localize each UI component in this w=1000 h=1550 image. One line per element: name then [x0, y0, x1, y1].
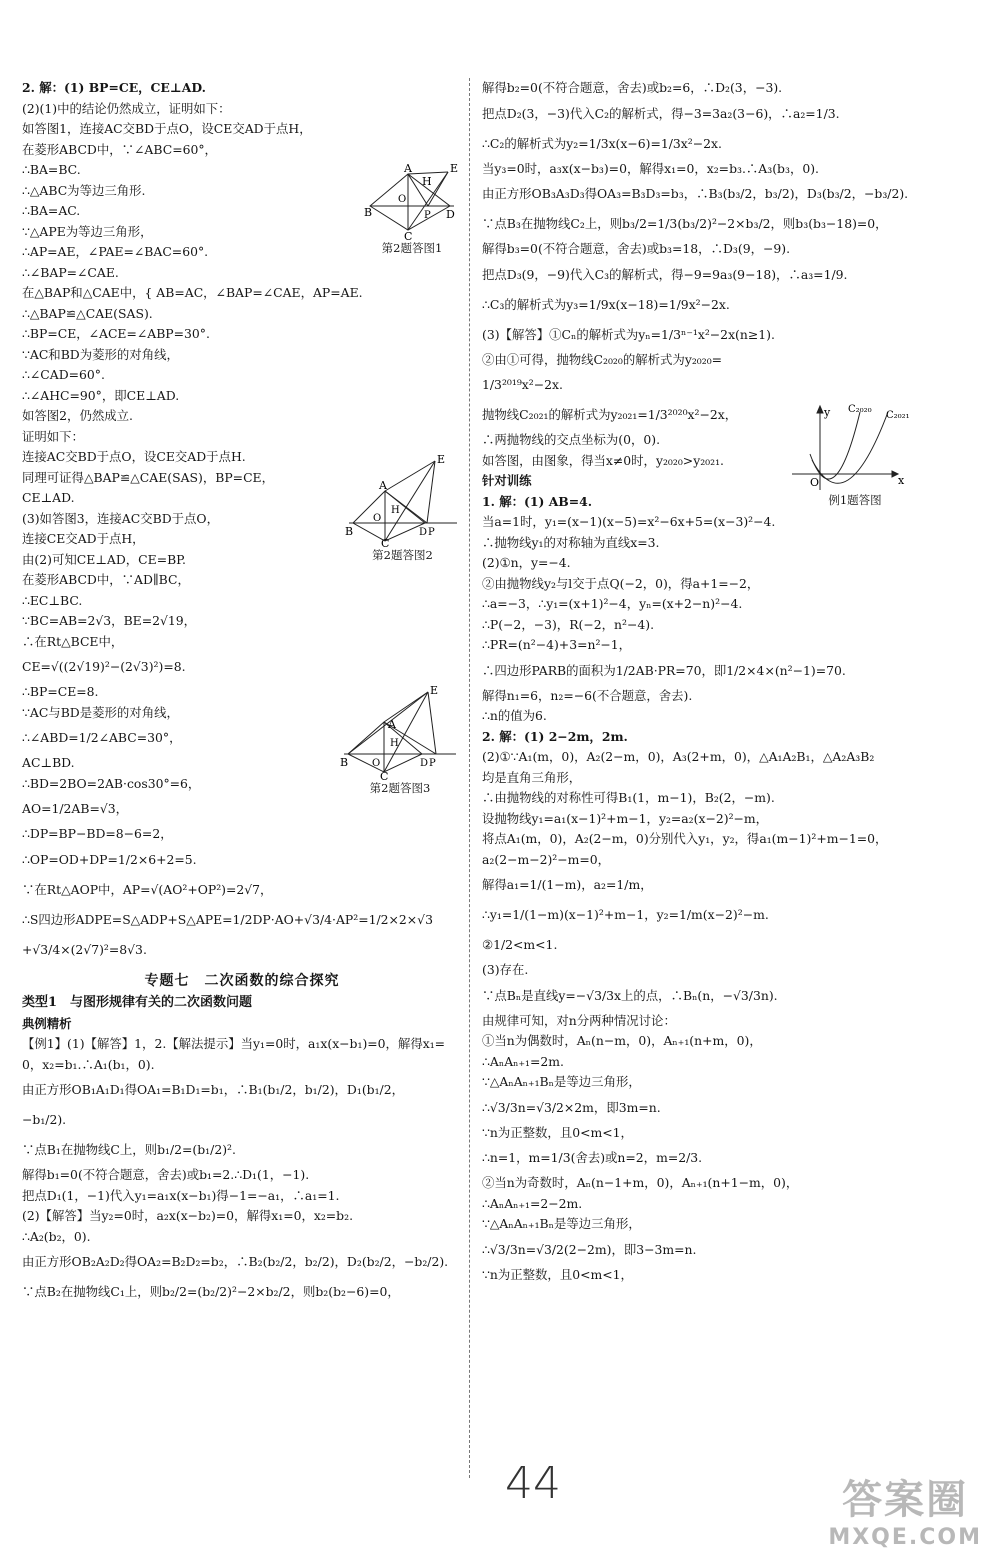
watermark-url: MXQE.COM: [828, 1525, 982, 1550]
left-line: ∴BA=BC.: [22, 162, 81, 177]
left-line: ∴△ABC为等边三角形.: [22, 182, 146, 198]
figure-example-1-caption: 例1题答图: [828, 493, 882, 507]
right-line: ∴√3/3n=√3/2×2m，即3m=n.: [482, 1099, 661, 1115]
left-line: ∴BP=CE=8.: [22, 684, 99, 699]
left-line: 由正方形OB₂A₂D₂得OA₂=B₂D₂=b₂，∴B₂(b₂/2，b₂/2)，D₂(b₂/2，−b₂/2).: [22, 1254, 449, 1269]
left-line: 在△BAP和△CAE中，{ AB=AC，∠BAP=∠CAE，AP=AE.: [22, 285, 363, 300]
left-line: ∴AP=AE，∠PAE=∠BAC=60°.: [22, 244, 209, 259]
right-line: ∴两抛物线的交点坐标为(0，0).: [482, 432, 661, 447]
fig2-label-o: O: [373, 513, 382, 524]
left-line: ∵△APE为等边三角形，: [22, 223, 153, 239]
right-line: 把点D₂(3，−3)代入C₂的解析式，得−3=3a₂(3−6)，∴a₂=1/3.: [482, 105, 840, 121]
right-line: ∴P(−2，−3)，R(−2，n²−4).: [482, 616, 655, 632]
fig1-label-p: P: [424, 210, 431, 221]
figure-example-1-drawing: [790, 400, 920, 492]
right-line: ∵点Bₙ是直线y=−√3/3x上的点，∴Bₙ(n，−√3/3n).: [482, 987, 778, 1003]
figure-2-2-caption: 第2题答图2: [372, 548, 433, 562]
fig1-label-o: O: [398, 194, 407, 205]
fig3-label-d: D: [420, 758, 429, 769]
right-line: ∴y₁=1/(1−m)(x−1)²+m−1，y₂=1/m(x−2)²−m.: [482, 907, 769, 922]
left-line: 把点D₁(1，−1)代入y₁=a₁x(x−b₁)得−1=−a₁，∴a₁=1.: [22, 1187, 340, 1203]
right-line: 均是直角三角形，: [482, 769, 582, 785]
left-line: ∴△BAP≌△CAE(SAS).: [22, 305, 153, 321]
right-line: 解得b₂=0(不符合题意，舍去)或b₂=6，∴D₂(3，−3).: [482, 80, 783, 95]
right-line: ∵△AₙAₙ₊₁Bₙ是等边三角形，: [482, 1216, 641, 1231]
fig4-label-o: O: [810, 476, 820, 489]
figure-2-1-drawing: [362, 160, 462, 240]
left-line: 2. 解：(1) BP=CE，CE⊥AD.: [22, 80, 206, 95]
right-line: ②由①可得，抛物线C₂₀₂₀的解析式为y₂₀₂₀=: [482, 351, 723, 367]
fig2-label-p: P: [428, 527, 435, 538]
left-line: 连接AC交BD于点O，设CE交AD于点H.: [22, 449, 246, 464]
figure-2-3-drawing: [340, 684, 460, 780]
right-line: ②由抛物线y₂与l交于点Q(−2，0)，得a+1=−2，: [482, 575, 760, 591]
left-line: ∵在Rt△AOP中，AP=√(AO²+OP²)=2√7，: [22, 881, 273, 897]
column-divider: [469, 78, 470, 1478]
right-line: a₂(2−m−2)²−m=0，: [482, 851, 611, 867]
fig4-label-c2021: C₂₀₂₁: [886, 410, 910, 421]
left-line: ∴S四边形ADPE=S△ADP+S△APE=1/2DP·AO+√3/4·AP²=1/2×2×√3: [22, 911, 433, 927]
right-line: 由规律可知，对n分两种情况讨论：: [482, 1012, 676, 1028]
left-line: AC⊥BD.: [22, 755, 75, 770]
right-line: ∵n为正整数，且0<m<1，: [482, 1124, 633, 1140]
left-line: 同理可证得△BAP≌△CAE(SAS)，BP=CE，: [22, 469, 274, 485]
fig2-label-c: C: [381, 537, 390, 547]
left-line: ∴BP=CE，∠ACE=∠ABP=30°.: [22, 326, 210, 341]
right-line: ②1/2<m<1.: [482, 937, 558, 952]
left-line: 在菱形ABCD中，∵∠ABC=60°，: [22, 141, 217, 157]
fig3-label-c: C: [380, 770, 389, 780]
left-line: ∵AC和BD为菱形的对角线，: [22, 346, 179, 362]
fig3-label-a: A: [388, 718, 396, 731]
right-line: (2)①n，y=−4.: [482, 555, 571, 570]
left-line: 连接CE交AD于点H，: [22, 531, 145, 546]
right-line: 1. 解：(1) AB=4.: [482, 493, 593, 509]
watermark-logo-text: 答案圈: [842, 1477, 969, 1523]
left-line: 由(2)可知CE⊥AD，CE=BP.: [22, 551, 186, 567]
fig2-label-d: D: [419, 527, 428, 538]
right-line: ∴由抛物线的对称性可得B₁(1，m−1)，B₂(2，−m).: [482, 790, 775, 805]
left-line: CE⊥AD.: [22, 490, 75, 505]
figure-2-3: [340, 684, 460, 796]
right-line: 当a=1时，y₁=(x−1)(x−5)=x²−6x+5=(x−3)²−4.: [482, 514, 776, 529]
right-line: ∴n的值为6.: [482, 708, 547, 723]
right-line: ∵△AₙAₙ₊₁Bₙ是等边三角形，: [482, 1074, 641, 1089]
right-line: ∴AₙAₙ₊₁=2−2m.: [482, 1195, 583, 1211]
left-line: (3)如答图3，连接AC交BD于点O，: [22, 510, 219, 526]
fig1-label-b: B: [364, 206, 373, 219]
right-line: 解得a₁=1/(1−m)，a₂=1/m，: [482, 877, 653, 892]
topic-title: 专题七 二次函数的综合探究: [144, 972, 340, 989]
fig3-label-b: B: [340, 756, 349, 769]
right-line: 设抛物线y₁=a₁(x−1)²+m−1，y₂=a₂(x−2)²−m，: [482, 810, 769, 826]
right-line: ②当n为奇数时，Aₙ(n−1+m，0)，Aₙ₊₁(n+1−m，0)，: [482, 1175, 799, 1190]
right-line: (3)【解答】①Cₙ的解析式为yₙ=1/3ⁿ⁻¹x²−2x(n≥1).: [482, 326, 775, 342]
fig2-label-b: B: [345, 525, 354, 538]
page-number: 44: [505, 1458, 561, 1509]
left-line: ∵点B₁在抛物线C上，则b₁/2=(b₁/2)².: [22, 1142, 236, 1157]
right-column: [482, 78, 982, 1285]
left-line: −b₁/2).: [22, 1112, 67, 1127]
left-line: 【例1】(1)【解答】1，2.【解法提示】当y₁=0时，a₁x(x−b₁)=0，解得x₁=: [22, 1036, 446, 1051]
left-line: 如答图1，连接AC交BD于点O，设CE交AD于点H，: [22, 121, 312, 136]
right-line: 把点D₃(9，−9)代入C₃的解析式，得−9=9a₃(9−18)，∴a₃=1/9.: [482, 266, 848, 282]
left-line: 0，x₂=b₁.∴A₁(b₁，0).: [22, 1056, 155, 1072]
fig2-label-a: A: [379, 479, 387, 492]
figure-2-2-drawing: [345, 455, 460, 547]
fig4-label-c2020: C₂₀₂₀: [848, 404, 872, 415]
left-line: ∴DP=BP−BD=8−6=2，: [22, 826, 173, 841]
left-line: ∴∠BAP=∠CAE.: [22, 264, 119, 280]
right-line: 2. 解：(1) 2−2m，2m.: [482, 728, 628, 744]
figure-2-3-caption: 第2题答图3: [369, 781, 431, 795]
right-line: 当y₃=0时，a₃x(x−b₃)=0，解得x₁=0，x₂=b₃.∴A₃(b₃，0).: [482, 160, 819, 176]
fig3-label-p: P: [429, 758, 436, 769]
left-line: ∴OP=OD+DP=1/2×6+2=5.: [22, 851, 197, 867]
left-line: 证明如下：: [22, 428, 84, 444]
left-line: (2)(1)中的结论仍然成立，证明如下：: [22, 100, 231, 116]
left-line: ∵点B₂在抛物线C₁上，则b₂/2=(b₂/2)²−2×b₂/2，则b₂(b₂−6)=0，: [22, 1284, 400, 1299]
fig3-label-h: H: [390, 738, 399, 749]
left-line: ∴∠ABD=1/2∠ABC=30°，: [22, 730, 182, 745]
right-line: ∴C₂的解析式为y₂=1/3x(x−6)=1/3x²−2x.: [482, 135, 722, 151]
right-line: (3)存在.: [482, 962, 529, 977]
right-line: ∴AₙAₙ₊₁=2m.: [482, 1053, 564, 1069]
left-line: ∴BA=AC.: [22, 203, 81, 218]
right-line: 解得n₁=6，n₂=−6(不合题意，舍去).: [482, 687, 693, 703]
right-line: ∴四边形PARB的面积为1/2AB·PR=70，即1/2×4×(n²−1)=70.: [482, 662, 846, 678]
left-line: ∴在Rt△BCE中，: [22, 633, 124, 649]
fig3-label-o: O: [372, 758, 381, 769]
fig1-label-d: D: [446, 208, 455, 221]
right-line: ∴抛物线y₁的对称轴为直线x=3.: [482, 534, 660, 550]
left-line: 如答图2，仍然成立.: [22, 408, 133, 423]
left-line: ∴∠AHC=90°，即CE⊥AD.: [22, 387, 180, 403]
fig2-label-e: E: [437, 455, 446, 466]
fig1-label-e: E: [450, 162, 459, 175]
figure-2-1: [362, 160, 462, 256]
left-line: 由正方形OB₁A₁D₁得OA₁=B₁D₁=b₁，∴B₁(b₁/2，b₁/2)，D₁(b₁/2，: [22, 1082, 405, 1097]
right-line: ∴n=1，m=1/3(舍去)或n=2，m=2/3.: [482, 1150, 703, 1165]
left-line: (2)【解答】当y₂=0时，a₂x(x−b₂)=0，解得x₁=0，x₂=b₂.: [22, 1208, 354, 1223]
right-line: ∵n为正整数，且0<m<1，: [482, 1266, 633, 1282]
left-line: CE=√((2√19)²−(2√3)²)=8.: [22, 659, 186, 674]
watermark: [828, 1468, 982, 1550]
right-line: ∵点B₃在抛物线C₂上，则b₃/2=1/3(b₃/2)²−2×b₃/2，则b₃(b₃−18)=0，: [482, 216, 888, 231]
right-line: 如答图，由图象，得当x≠0时，y₂₀₂₀>y₂₀₂₁.: [482, 452, 724, 468]
training-heading: 针对训练: [482, 473, 532, 488]
left-line: ∵AC与BD是菱形的对角线，: [22, 704, 179, 720]
fig1-label-h: H: [422, 175, 432, 188]
right-line: (2)①∵A₁(m，0)，A₂(2−m，0)，A₃(2+m，0)，△A₁A₂B₁，△A₂A₃B₂: [482, 749, 875, 764]
left-line: 解得b₁=0(不符合题意，舍去)或b₁=2.∴D₁(1，−1).: [22, 1167, 310, 1182]
left-line: AO=1/2AB=√3，: [22, 801, 129, 816]
right-line: ∴a=−3，∴y₁=(x+1)²−4，yₙ=(x+2−n)²−4.: [482, 596, 743, 611]
left-line: ∴A₂(b₂，0).: [22, 1228, 91, 1244]
right-line: 1/3²⁰¹⁹x²−2x.: [482, 377, 563, 392]
right-line: ①当n为偶数时，Aₙ(n−m，0)，Aₙ₊₁(n+m，0)，: [482, 1033, 762, 1048]
left-line: ∴EC⊥BC.: [22, 592, 83, 608]
figure-2-1-caption: 第2题答图1: [381, 241, 443, 255]
fig4-label-x: x: [898, 474, 905, 487]
fig1-label-c: C: [404, 230, 413, 240]
fig3-label-e: E: [430, 684, 439, 697]
type-title: 类型1 与图形规律有关的二次函数问题: [22, 995, 253, 1010]
left-line: ∴∠CAD=60°.: [22, 367, 105, 382]
figure-example-1: [790, 400, 920, 508]
right-line: 将点A₁(m，0)，A₂(2−m，0)分别代入y₁，y₂，得a₁(m−1)²+m−1=0，: [482, 831, 888, 846]
left-line: +√3/4×(2√7)²=8√3.: [22, 941, 147, 957]
left-line: ∵BC=AB=2√3，BE=2√19，: [22, 613, 197, 628]
left-line: 在菱形ABCD中，∵AD∥BC，: [22, 572, 190, 587]
right-line: ∴PR=(n²−4)+3=n²−1，: [482, 637, 632, 652]
right-line: 抛物线C₂₀₂₁的解析式为y₂₀₂₁=1/3²⁰²⁰x²−2x，: [482, 407, 738, 422]
fig4-label-y: y: [824, 406, 831, 419]
right-line: ∴√3/3n=√3/2(2−2m)，即3−3m=n.: [482, 1241, 697, 1257]
fig2-label-h: H: [391, 505, 400, 516]
right-line: 由正方形OB₃A₃D₃得OA₃=B₃D₃=b₃，∴B₃(b₃/2，b₃/2)，D₃(b₃/2，−b₃/2).: [482, 186, 909, 201]
right-line: 解得b₃=0(不符合题意，舍去)或b₃=18，∴D₃(9，−9).: [482, 241, 791, 256]
figure-2-2: [345, 455, 460, 563]
right-line: ∴C₃的解析式为y₃=1/9x(x−18)=1/9x²−2x.: [482, 296, 730, 312]
fig1-label-a: A: [404, 162, 412, 175]
left-line: ∴BD=2BO=2AB·cos30°=6，: [22, 775, 201, 791]
example-heading: 典例精析: [22, 1015, 72, 1031]
